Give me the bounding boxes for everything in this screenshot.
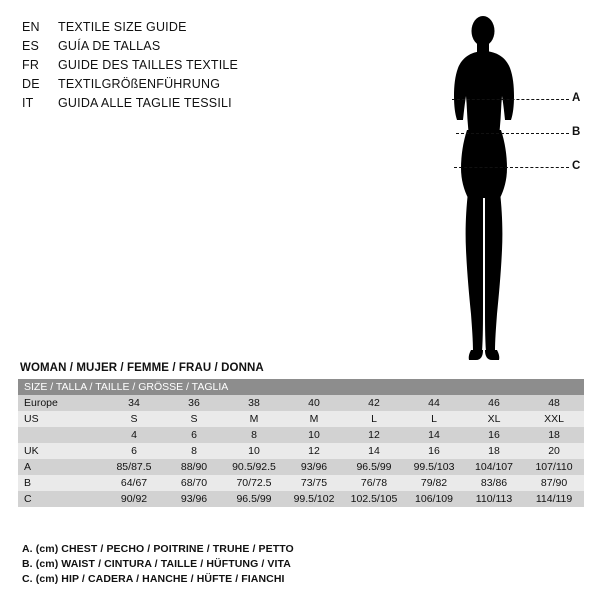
- cell-usnum-5: 14: [404, 427, 464, 443]
- measure-label-b: B: [572, 126, 581, 138]
- language-code-fr: FR: [22, 58, 40, 72]
- table-row: [18, 427, 584, 443]
- language-row-de: [22, 75, 352, 94]
- row-label-c: C: [18, 491, 104, 507]
- table-row-header: [18, 379, 584, 395]
- cell-c-5: 106/109: [404, 491, 464, 507]
- cell-c-0: 90/92: [104, 491, 164, 507]
- table-row: [18, 443, 584, 459]
- measure-line-b: [456, 133, 569, 134]
- cell-us-2: M: [224, 411, 284, 427]
- table-row: [18, 459, 584, 475]
- cell-uk-6: 18: [464, 443, 524, 459]
- table-header-label: SIZE / TALLA / TAILLE / GRÖSSE / TAGLIA: [18, 379, 584, 395]
- measure-line-c: [454, 167, 569, 168]
- measure-line-a: [452, 99, 569, 100]
- language-title-it: GUIDA ALLE TAGLIE TESSILI: [58, 96, 232, 110]
- measurement-legend: [22, 542, 422, 587]
- cell-a-2: 90.5/92.5: [224, 459, 284, 475]
- cell-us-5: L: [404, 411, 464, 427]
- cell-c-4: 102.5/105: [344, 491, 404, 507]
- cell-b-4: 76/78: [344, 475, 404, 491]
- row-label-europe: Europe: [18, 395, 104, 411]
- cell-a-3: 93/96: [284, 459, 344, 475]
- cell-us-7: XXL: [524, 411, 584, 427]
- cell-b-5: 79/82: [404, 475, 464, 491]
- row-label-uk: UK: [18, 443, 104, 459]
- cell-b-6: 83/86: [464, 475, 524, 491]
- cell-usnum-7: 18: [524, 427, 584, 443]
- cell-uk-0: 6: [104, 443, 164, 459]
- cell-us-6: XL: [464, 411, 524, 427]
- size-table-zone: [18, 362, 584, 507]
- cell-uk-7: 20: [524, 443, 584, 459]
- cell-usnum-6: 16: [464, 427, 524, 443]
- language-row-fr: [22, 56, 352, 75]
- language-title-fr: GUIDE DES TAILLES TEXTILE: [58, 58, 239, 72]
- cell-b-7: 87/90: [524, 475, 584, 491]
- cell-uk-3: 12: [284, 443, 344, 459]
- cell-a-6: 104/107: [464, 459, 524, 475]
- cell-b-3: 73/75: [284, 475, 344, 491]
- cell-europe-7: 48: [524, 395, 584, 411]
- cell-a-0: 85/87.5: [104, 459, 164, 475]
- cell-a-7: 107/110: [524, 459, 584, 475]
- language-title-block: [22, 18, 352, 113]
- cell-us-3: M: [284, 411, 344, 427]
- cell-c-6: 110/113: [464, 491, 524, 507]
- language-row-es: [22, 37, 352, 56]
- body-figure: [420, 10, 590, 370]
- measure-label-c: C: [572, 160, 581, 172]
- table-caption: WOMAN / MUJER / FEMME / FRAU / DONNA: [20, 362, 264, 374]
- cell-europe-0: 34: [104, 395, 164, 411]
- cell-usnum-0: 4: [104, 427, 164, 443]
- cell-europe-6: 46: [464, 395, 524, 411]
- cell-uk-2: 10: [224, 443, 284, 459]
- language-title-es: GUÍA DE TALLAS: [58, 39, 161, 53]
- language-title-de: TEXTILGRÖßENFÜHRUNG: [58, 77, 221, 91]
- language-code-en: EN: [22, 20, 40, 34]
- cell-c-2: 96.5/99: [224, 491, 284, 507]
- language-code-es: ES: [22, 39, 40, 53]
- table-row: [18, 411, 584, 427]
- legend-line-b: B. (cm) WAIST / CINTURA / TAILLE / HÜFTUNG / VITA: [22, 558, 291, 570]
- legend-line-a: A. (cm) CHEST / PECHO / POITRINE / TRUHE / PETTO: [22, 543, 294, 555]
- cell-usnum-3: 10: [284, 427, 344, 443]
- cell-uk-5: 16: [404, 443, 464, 459]
- cell-c-3: 99.5/102: [284, 491, 344, 507]
- size-table: [18, 379, 584, 507]
- table-row: [18, 475, 584, 491]
- language-row-en: [22, 18, 352, 37]
- cell-europe-1: 36: [164, 395, 224, 411]
- cell-europe-5: 44: [404, 395, 464, 411]
- row-label-us-numeric: [18, 427, 104, 443]
- table-row: [18, 395, 584, 411]
- language-code-de: DE: [22, 77, 40, 91]
- cell-c-7: 114/119: [524, 491, 584, 507]
- female-body-silhouette-icon: [420, 10, 590, 370]
- cell-uk-1: 8: [164, 443, 224, 459]
- cell-europe-2: 38: [224, 395, 284, 411]
- language-row-it: [22, 94, 352, 113]
- row-label-b: B: [18, 475, 104, 491]
- cell-us-4: L: [344, 411, 404, 427]
- cell-b-1: 68/70: [164, 475, 224, 491]
- cell-c-1: 93/96: [164, 491, 224, 507]
- cell-usnum-1: 6: [164, 427, 224, 443]
- row-label-us: US: [18, 411, 104, 427]
- row-label-a: A: [18, 459, 104, 475]
- measure-label-a: A: [572, 92, 581, 104]
- cell-us-1: S: [164, 411, 224, 427]
- language-code-it: IT: [22, 96, 34, 110]
- cell-uk-4: 14: [344, 443, 404, 459]
- cell-a-5: 99.5/103: [404, 459, 464, 475]
- cell-europe-4: 42: [344, 395, 404, 411]
- cell-a-4: 96.5/99: [344, 459, 404, 475]
- cell-b-2: 70/72.5: [224, 475, 284, 491]
- legend-line-c: C. (cm) HIP / CADERA / HANCHE / HÜFTE / FIANCHI: [22, 573, 285, 585]
- table-row: [18, 491, 584, 507]
- cell-b-0: 64/67: [104, 475, 164, 491]
- language-title-en: TEXTILE SIZE GUIDE: [58, 20, 187, 34]
- cell-usnum-2: 8: [224, 427, 284, 443]
- cell-a-1: 88/90: [164, 459, 224, 475]
- cell-europe-3: 40: [284, 395, 344, 411]
- cell-usnum-4: 12: [344, 427, 404, 443]
- cell-us-0: S: [104, 411, 164, 427]
